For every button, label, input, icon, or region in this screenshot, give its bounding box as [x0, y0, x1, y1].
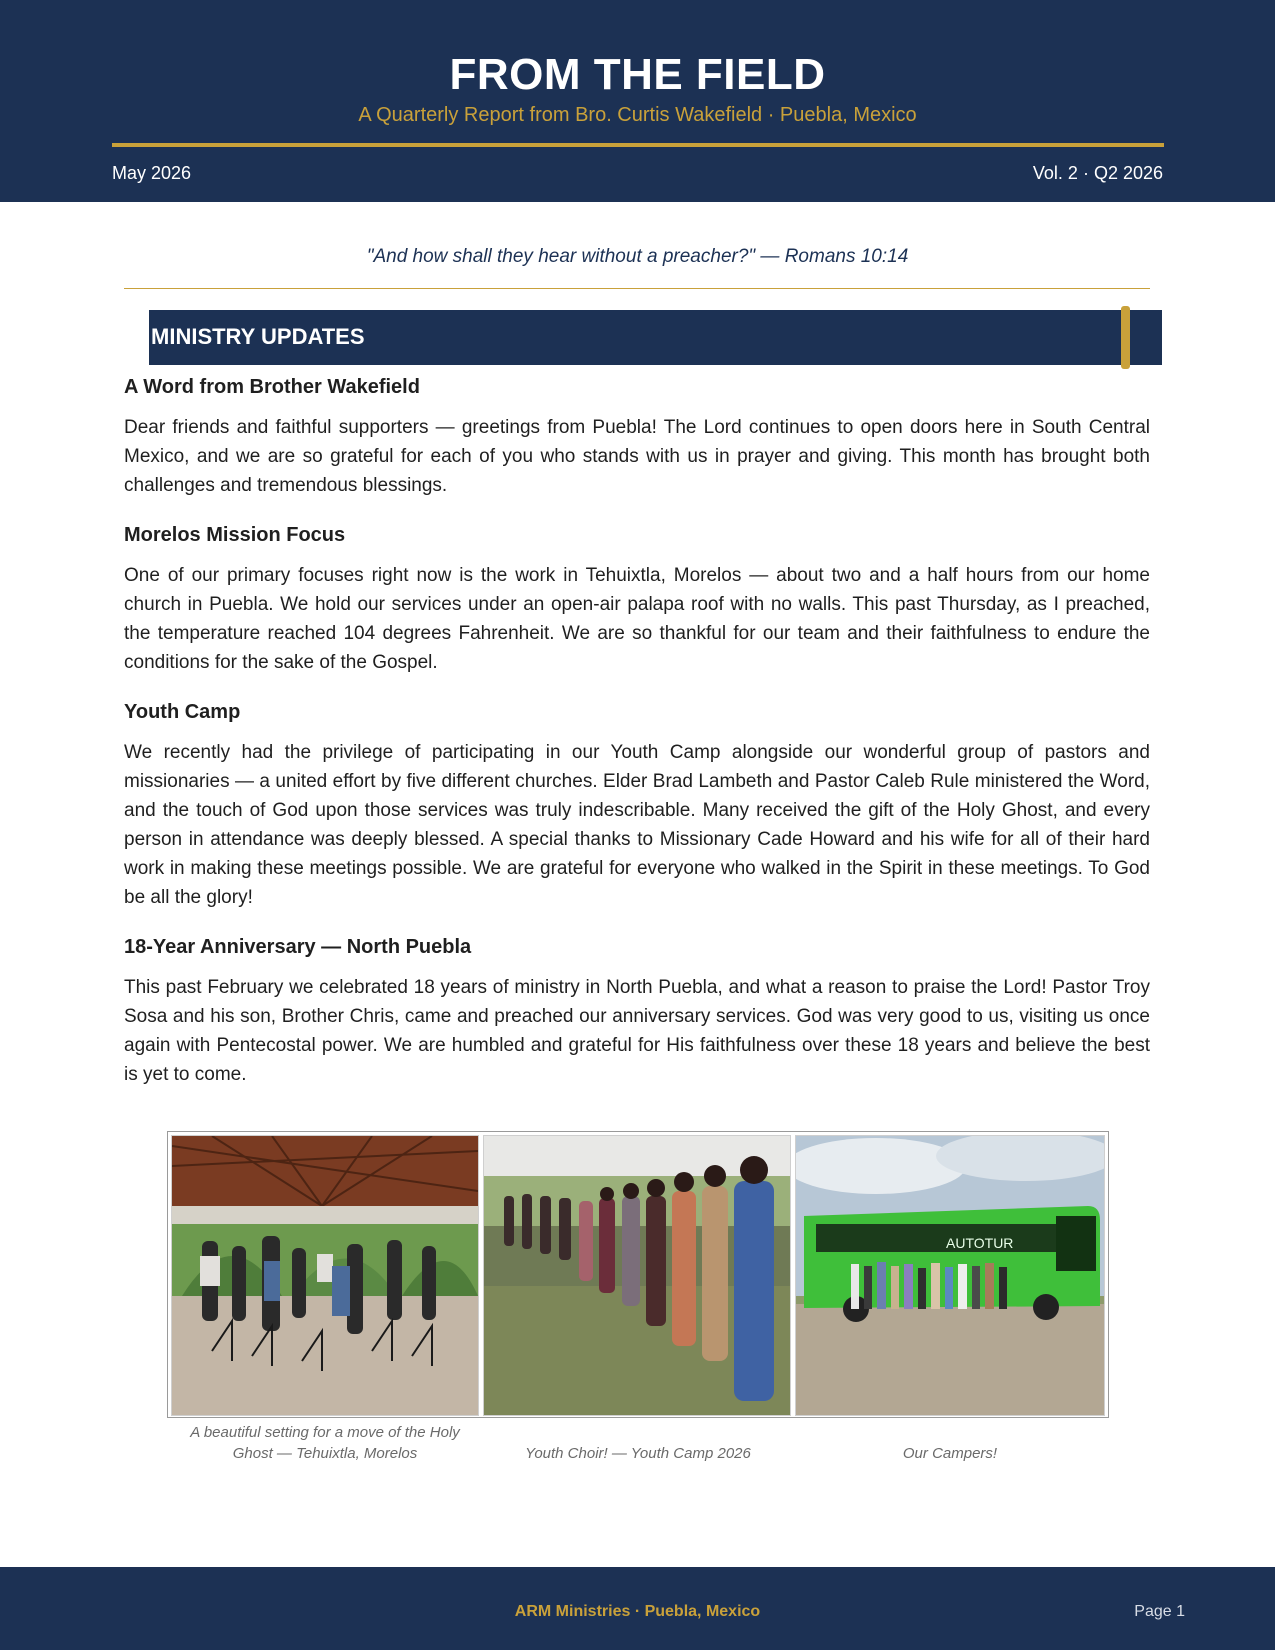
newsletter-subtitle: A Quarterly Report from Bro. Curtis Wakefield · Puebla, Mexico	[358, 104, 917, 126]
photo-caption: Youth Choir! — Youth Camp 2026	[525, 1445, 751, 1462]
article-body: This past February we celebrated 18 years of ministry in North Puebla, and what a reason to praise the Lord! Pastor Troy Sosa and his son, Brother Chris, came and preached our anniversary services. God was very good to us, visiting us once again with Pentecostal power. We are humbled and grateful for His faithfulness over these 18 years and believe the best is yet to come.	[124, 977, 1150, 1085]
article-heading: A Word from Brother Wakefield	[124, 376, 420, 398]
article-body: Dear friends and faithful supporters — greetings from Puebla! The Lord continues to open doors here in South Central Mexico, and we are so grateful for each of you who stands with us in prayer and giving. This month has brought both challenges and tremendous blessings.	[124, 417, 1150, 496]
photo-campers-bus	[795, 1135, 1105, 1416]
photo-caption: A beautiful setting for a move of the Holy Ghost — Tehuixtla, Morelos	[190, 1424, 460, 1462]
header-divider	[112, 143, 1164, 147]
article-heading: Morelos Mission Focus	[124, 524, 346, 546]
article	[124, 376, 1150, 500]
page-number: Page 1	[1134, 1603, 1185, 1620]
photo-palapa-service	[171, 1135, 479, 1416]
section-banner-accent	[1121, 306, 1130, 369]
verse-divider	[124, 288, 1150, 289]
photo-caption: Our Campers!	[902, 1445, 998, 1462]
scripture-verse: "And how shall they hear without a preacher?" — Romans 10:14	[366, 246, 909, 267]
article-body: One of our primary focuses right now is the work in Tehuixtla, Morelos — about two and a half hours from our home church in Puebla. We hold our services under an open-air palapa roof with no walls. This past Thursday, as I preached, the temperature reached 104 degrees Fahrenheit. We are so thankful for our team and their faithfulness to endure the conditions for the sake of the Gospel.	[124, 565, 1150, 673]
section-title: MINISTRY UPDATES	[151, 324, 365, 349]
photo-strip	[167, 1131, 1109, 1418]
article	[124, 936, 1150, 1089]
newsletter-header	[0, 0, 1275, 202]
issue-volume: Vol. 2 · Q2 2026	[1032, 163, 1163, 183]
newsletter-footer	[0, 1567, 1275, 1650]
article-list	[124, 376, 1150, 1113]
article-body: We recently had the privilege of participating in our Youth Camp alongside our wonderful group of pastors and missionaries — a united effort by five different churches. Elder Brad Lambeth and Pastor Caleb Rule ministered the Word, and the touch of God upon those services was truly indescribable. Many received the gift of the Holy Ghost, and every person in attendance was deeply blessed. A special thanks to Missionary Cade Howard and his wife for all of their hard work in making these meetings possible. We are grateful for everyone who walked in the Spirit in these meetings. To God be all the glory!	[124, 742, 1150, 908]
article	[124, 701, 1150, 912]
article	[124, 524, 1150, 677]
footer-organization: ARM Ministries · Puebla, Mexico	[514, 1603, 761, 1620]
article-heading: 18-Year Anniversary — North Puebla	[124, 936, 472, 958]
photo-youth-choir	[483, 1135, 791, 1416]
article-heading: Youth Camp	[124, 701, 241, 723]
newsletter-title: FROM THE FIELD	[449, 50, 826, 99]
bus-text: AUTOTUR	[946, 1235, 1014, 1251]
issue-date: May 2026	[112, 163, 192, 183]
